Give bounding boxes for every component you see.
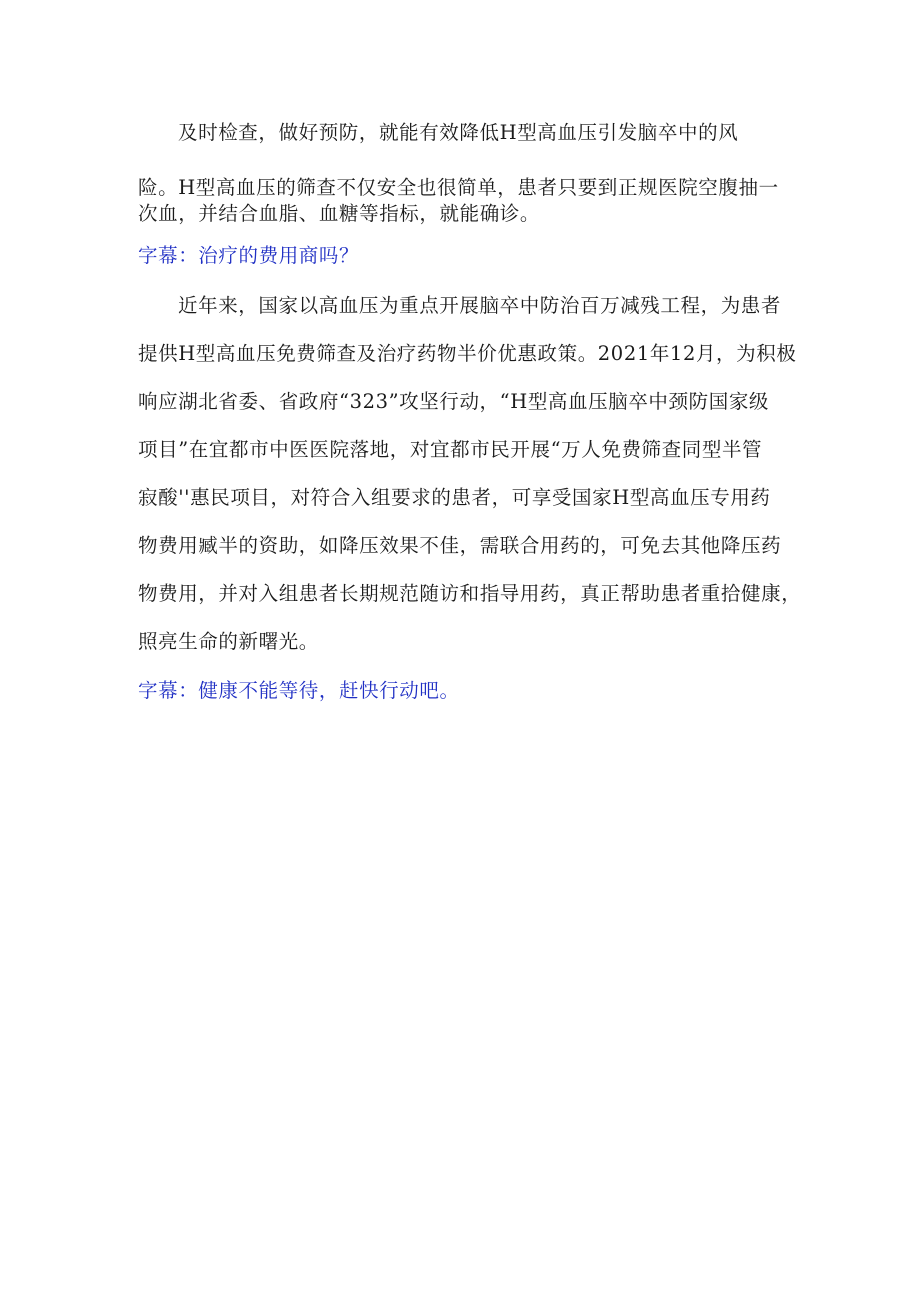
paragraph-2-line-7: 物费用，并对入组患者长期规范随访和指导用药，真正帮助患者重拾健康， <box>138 582 802 605</box>
paragraph-2-line-6: 物费用臧半的资助，如降压效果不佳，需联合用药的，可免去其他降压药 <box>138 534 782 557</box>
caption-cost-question: 字幕：治疗的费用商吗？ <box>138 244 360 267</box>
paragraph-2-line-5: 寂酸''惠民项目，对符合入组要求的患者，可享受国家H型高血压专用药 <box>138 486 771 509</box>
paragraph-1-line-3: 次血，并结合血脂、血糖等指标，就能确诊。 <box>138 202 541 225</box>
paragraph-2-line-4: 项目”在宜都市中医医院落地，对宜都市民开展“万人免费筛查同型半管 <box>138 438 763 461</box>
paragraph-2-line-2: 提供H型高血压免费筛查及治疗药物半价优惠政策。2021年12月，为积极 <box>138 342 797 365</box>
paragraph-2-line-3: 响应湖北省委、省政府“323”攻坚行动，“H型高血压脑卒中颈防国家级 <box>138 390 770 413</box>
paragraph-1-line-1: 及时检查，做好预防，就能有效降低H型高血压引发脑卒中的风 <box>178 121 739 144</box>
caption-call-to-action: 字幕：健康不能等待，赶快行动吧。 <box>138 679 460 702</box>
paragraph-2-line-1: 近年来，国家以高血压为重点开展脑卒中防治百万减残工程，为患者 <box>178 294 782 317</box>
paragraph-1-line-2: 险。H型高血压的筛查不仅安全也很简单，患者只要到正规医院空腹抽一 <box>138 176 779 199</box>
paragraph-2-line-8: 照亮生命的新曙光。 <box>138 630 319 653</box>
